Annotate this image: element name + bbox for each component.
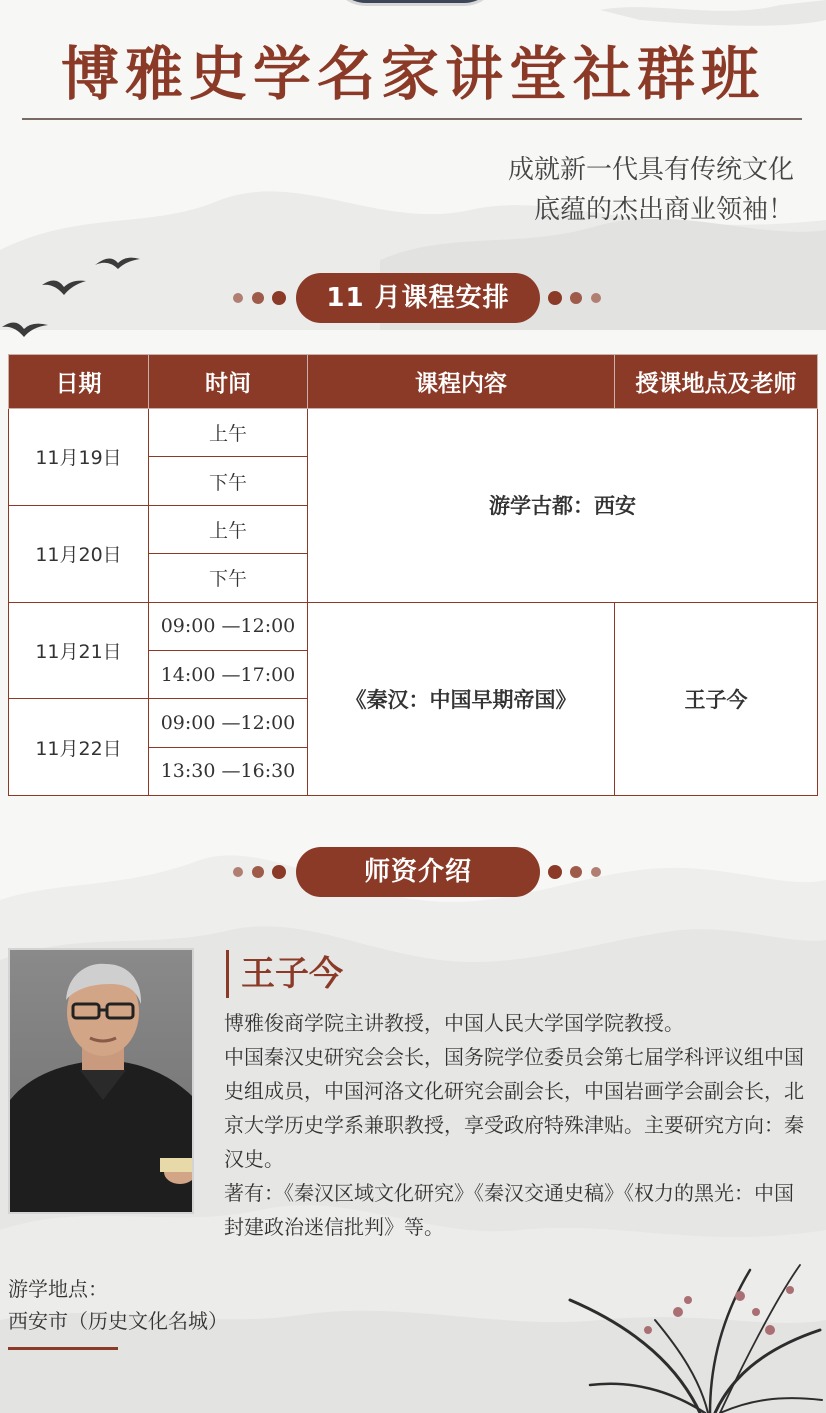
faculty-section-title: 师资介绍	[296, 847, 540, 897]
header-location-teacher: 授课地点及老师	[615, 355, 818, 409]
teacher-portrait-image	[10, 950, 194, 1214]
time-cell: 14:00 —17:00	[149, 650, 308, 698]
time-cell: 下午	[149, 554, 308, 602]
dot-decoration	[272, 865, 286, 879]
teacher-name: 王子今	[226, 950, 526, 998]
date-cell: 11月22日	[9, 699, 149, 796]
orchid-ink-decoration	[560, 1260, 826, 1413]
trip-underline	[8, 1347, 118, 1350]
slogan-line-2: 底蕴的杰出商业领袖！	[533, 195, 794, 225]
header-content: 课程内容	[308, 355, 615, 409]
time-cell: 上午	[149, 409, 308, 457]
dot-decoration	[252, 292, 264, 304]
title-divider	[22, 118, 802, 120]
date-cell: 11月19日	[9, 409, 149, 506]
dot-decoration	[548, 865, 562, 879]
dot-decoration	[591, 867, 601, 877]
trip-location-value: 西安市（历史文化名城）	[8, 1309, 228, 1333]
time-cell: 下午	[149, 457, 308, 505]
dot-decoration	[570, 866, 582, 878]
slogan	[434, 150, 794, 230]
dot-decoration	[272, 291, 286, 305]
schedule-section-title: 11 月课程安排	[296, 273, 540, 323]
table-header-row	[9, 355, 818, 409]
dot-decoration	[548, 291, 562, 305]
teacher-bio	[224, 1006, 808, 1244]
table-row	[9, 602, 818, 650]
time-cell: 09:00 —12:00	[149, 699, 308, 747]
dot-decoration	[591, 293, 601, 303]
dot-decoration	[570, 292, 582, 304]
time-cell: 13:30 —16:30	[149, 747, 308, 795]
date-cell: 11月20日	[9, 505, 149, 602]
teacher-photo	[8, 948, 194, 1214]
header-date: 日期	[9, 355, 149, 409]
table-row	[9, 409, 818, 457]
bio-paragraph: 著有：《秦汉区域文化研究》《秦汉交通史稿》《权力的黑光：中国封建政治迷信批判》等。	[224, 1181, 794, 1239]
time-cell: 09:00 —12:00	[149, 602, 308, 650]
course-cell: 《秦汉：中国早期帝国》	[308, 602, 615, 796]
dot-decoration	[252, 866, 264, 878]
dot-decoration	[233, 867, 243, 877]
bio-paragraph: 博雅俊商学院主讲教授，中国人民大学国学院教授。	[224, 1011, 684, 1035]
trip-location-label: 游学地点：	[8, 1277, 108, 1301]
schedule-section-header	[0, 273, 826, 323]
time-cell: 上午	[149, 505, 308, 553]
page-title: 博雅史学名家讲堂社群班	[60, 40, 765, 108]
date-cell: 11月21日	[9, 602, 149, 699]
teacher-cell: 王子今	[615, 602, 818, 796]
faculty-section-header	[0, 847, 826, 897]
study-tour-cell: 游学古都：西安	[308, 409, 818, 603]
header-time: 时间	[149, 355, 308, 409]
schedule-table	[8, 354, 818, 796]
slogan-line-1: 成就新一代具有传统文化	[507, 155, 794, 185]
bio-paragraph: 中国秦汉史研究会会长，国务院学位委员会第七届学科评议组中国史组成员，中国河洛文化研究会副会长，中国岩画学会副会长，北京大学历史学系兼职教授，享受政府特殊津贴。主要研究方向：秦汉史。	[224, 1045, 804, 1171]
dot-decoration	[233, 293, 243, 303]
